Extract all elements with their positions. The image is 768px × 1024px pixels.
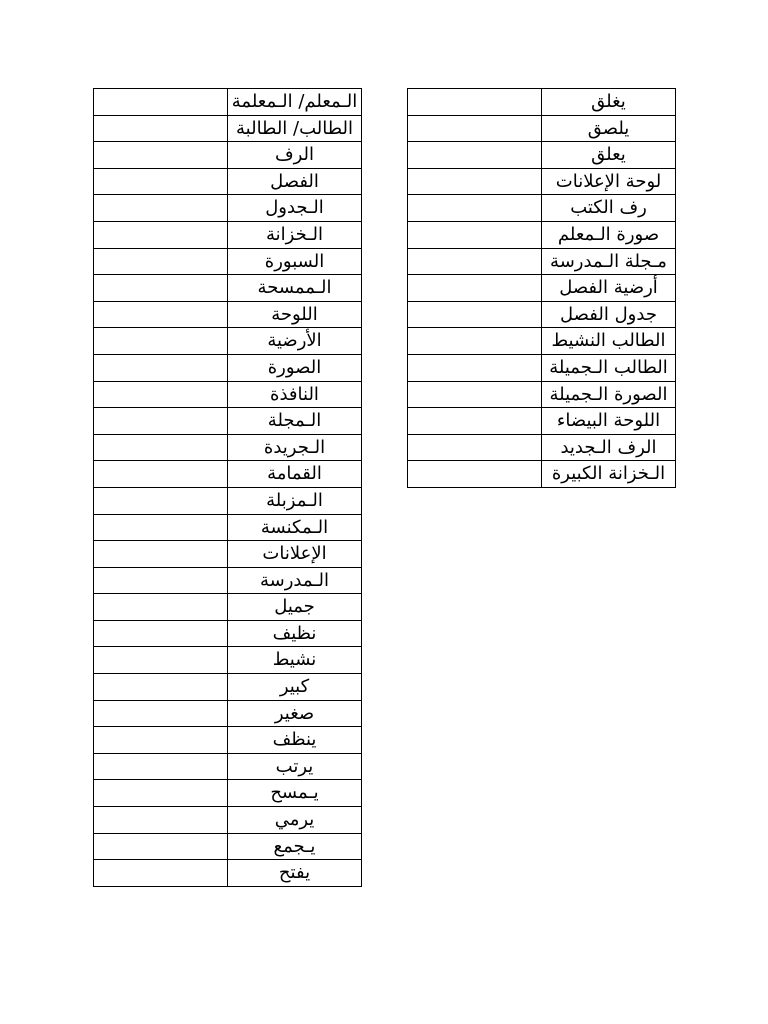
blank-answer-cell xyxy=(94,221,228,248)
vocabulary-word-cell: الـمدرسة xyxy=(228,567,362,594)
blank-answer-cell xyxy=(94,142,228,169)
table-row xyxy=(94,115,362,142)
table-row xyxy=(94,727,362,754)
table-row xyxy=(408,248,676,275)
vocabulary-word-cell: ينظف xyxy=(228,727,362,754)
table-row xyxy=(94,647,362,674)
vocabulary-table-left xyxy=(93,88,362,887)
blank-answer-cell xyxy=(94,461,228,488)
vocabulary-word-cell: الـجدول xyxy=(228,195,362,222)
vocabulary-word-cell: الـخزانة الكبيرة xyxy=(542,461,676,488)
vocabulary-word-cell: الطالب/ الطالبة xyxy=(228,115,362,142)
table-row xyxy=(408,221,676,248)
blank-answer-cell xyxy=(408,275,542,302)
table-row xyxy=(408,301,676,328)
table-row xyxy=(408,195,676,222)
table-row xyxy=(94,381,362,408)
table-row xyxy=(94,833,362,860)
blank-answer-cell xyxy=(94,780,228,807)
table-row xyxy=(408,168,676,195)
table-row xyxy=(94,221,362,248)
vocabulary-word-cell: جدول الفصل xyxy=(542,301,676,328)
vocabulary-word-cell: الرف xyxy=(228,142,362,169)
blank-answer-cell xyxy=(94,674,228,701)
blank-answer-cell xyxy=(94,301,228,328)
vocabulary-word-cell: يرتب xyxy=(228,753,362,780)
vocabulary-word-cell: الـممسحة xyxy=(228,275,362,302)
blank-answer-cell xyxy=(94,567,228,594)
table-row xyxy=(94,780,362,807)
table-row xyxy=(408,461,676,488)
blank-answer-cell xyxy=(94,860,228,887)
vocabulary-word-cell: الـجريدة xyxy=(228,434,362,461)
table-row xyxy=(94,142,362,169)
blank-answer-cell xyxy=(408,168,542,195)
blank-answer-cell xyxy=(94,727,228,754)
vocabulary-word-cell: الأرضية xyxy=(228,328,362,355)
table-row xyxy=(94,620,362,647)
vocabulary-word-cell: يعلق xyxy=(542,142,676,169)
table-row xyxy=(94,487,362,514)
blank-answer-cell xyxy=(94,434,228,461)
vocabulary-word-cell: اللوحة xyxy=(228,301,362,328)
blank-answer-cell xyxy=(408,301,542,328)
table-row xyxy=(94,168,362,195)
vocabulary-word-cell: الإعلانات xyxy=(228,541,362,568)
vocabulary-word-cell: الـمزبلة xyxy=(228,487,362,514)
blank-answer-cell xyxy=(94,807,228,834)
blank-answer-cell xyxy=(94,195,228,222)
vocabulary-word-cell: يـمسح xyxy=(228,780,362,807)
blank-answer-cell xyxy=(408,221,542,248)
vocabulary-word-cell: الـمجلة xyxy=(228,408,362,435)
vocabulary-word-cell: الطالب النشيط xyxy=(542,328,676,355)
blank-answer-cell xyxy=(94,408,228,435)
table-row xyxy=(94,328,362,355)
table-row xyxy=(94,275,362,302)
vocabulary-word-cell: القمامة xyxy=(228,461,362,488)
blank-answer-cell xyxy=(94,647,228,674)
blank-answer-cell xyxy=(94,381,228,408)
table-row xyxy=(94,408,362,435)
table-row xyxy=(408,142,676,169)
blank-answer-cell xyxy=(94,514,228,541)
table-row xyxy=(94,860,362,887)
table-row xyxy=(94,434,362,461)
blank-answer-cell xyxy=(94,354,228,381)
blank-answer-cell xyxy=(94,115,228,142)
vocabulary-word-cell: السبورة xyxy=(228,248,362,275)
blank-answer-cell xyxy=(408,115,542,142)
vocabulary-word-cell: يرمي xyxy=(228,807,362,834)
blank-answer-cell xyxy=(408,381,542,408)
vocabulary-word-cell: أرضية الفصل xyxy=(542,275,676,302)
blank-answer-cell xyxy=(408,328,542,355)
vocabulary-word-cell: لوحة الإعلانات xyxy=(542,168,676,195)
vocabulary-word-cell: الفصل xyxy=(228,168,362,195)
table-row xyxy=(94,541,362,568)
table-row xyxy=(408,275,676,302)
blank-answer-cell xyxy=(94,541,228,568)
table-row xyxy=(408,115,676,142)
blank-answer-cell xyxy=(408,142,542,169)
vocabulary-word-cell: نظيف xyxy=(228,620,362,647)
blank-answer-cell xyxy=(94,487,228,514)
table-row xyxy=(94,674,362,701)
table-row xyxy=(94,514,362,541)
vocabulary-word-cell: يلصق xyxy=(542,115,676,142)
vocabulary-word-cell: مـجلة الـمدرسة xyxy=(542,248,676,275)
vocabulary-word-cell: النافذة xyxy=(228,381,362,408)
table-row xyxy=(408,434,676,461)
vocabulary-word-cell: الـمعلم/ الـمعلمة xyxy=(228,89,362,116)
vocabulary-word-cell: يفتح xyxy=(228,860,362,887)
vocabulary-word-cell: الرف الـجديد xyxy=(542,434,676,461)
blank-answer-cell xyxy=(94,620,228,647)
vocabulary-table-left-body xyxy=(94,89,362,887)
blank-answer-cell xyxy=(408,461,542,488)
vocabulary-word-cell: كبير xyxy=(228,674,362,701)
table-row xyxy=(94,567,362,594)
table-row xyxy=(94,89,362,116)
table-row xyxy=(408,381,676,408)
vocabulary-word-cell: جميل xyxy=(228,594,362,621)
blank-answer-cell xyxy=(94,275,228,302)
vocabulary-word-cell: نشيط xyxy=(228,647,362,674)
vocabulary-table-right xyxy=(407,88,676,488)
blank-answer-cell xyxy=(408,195,542,222)
blank-answer-cell xyxy=(94,89,228,116)
blank-answer-cell xyxy=(94,833,228,860)
table-row xyxy=(94,354,362,381)
blank-answer-cell xyxy=(94,328,228,355)
blank-answer-cell xyxy=(408,248,542,275)
vocabulary-word-cell: الصورة الـجميلة xyxy=(542,381,676,408)
table-row xyxy=(94,461,362,488)
table-row xyxy=(408,328,676,355)
vocabulary-word-cell: رف الكتب xyxy=(542,195,676,222)
vocabulary-word-cell: الـخزانة xyxy=(228,221,362,248)
vocabulary-word-cell: صورة الـمعلم xyxy=(542,221,676,248)
vocabulary-table-right-body xyxy=(408,89,676,488)
blank-answer-cell xyxy=(408,408,542,435)
table-row xyxy=(94,301,362,328)
vocabulary-word-cell: يـجمع xyxy=(228,833,362,860)
vocabulary-word-cell: يغلق xyxy=(542,89,676,116)
table-row xyxy=(94,753,362,780)
blank-answer-cell xyxy=(94,753,228,780)
blank-answer-cell xyxy=(408,354,542,381)
table-row xyxy=(94,807,362,834)
vocabulary-word-cell: صغير xyxy=(228,700,362,727)
blank-answer-cell xyxy=(94,168,228,195)
table-row xyxy=(94,248,362,275)
blank-answer-cell xyxy=(94,700,228,727)
table-row xyxy=(94,594,362,621)
table-row xyxy=(408,408,676,435)
vocabulary-word-cell: الطالب الـجميلة xyxy=(542,354,676,381)
table-row xyxy=(408,89,676,116)
vocabulary-word-cell: الصورة xyxy=(228,354,362,381)
table-row xyxy=(94,195,362,222)
vocabulary-word-cell: الـمكنسة xyxy=(228,514,362,541)
blank-answer-cell xyxy=(94,594,228,621)
blank-answer-cell xyxy=(408,89,542,116)
blank-answer-cell xyxy=(94,248,228,275)
table-row xyxy=(408,354,676,381)
vocabulary-word-cell: اللوحة البيضاء xyxy=(542,408,676,435)
blank-answer-cell xyxy=(408,434,542,461)
table-row xyxy=(94,700,362,727)
